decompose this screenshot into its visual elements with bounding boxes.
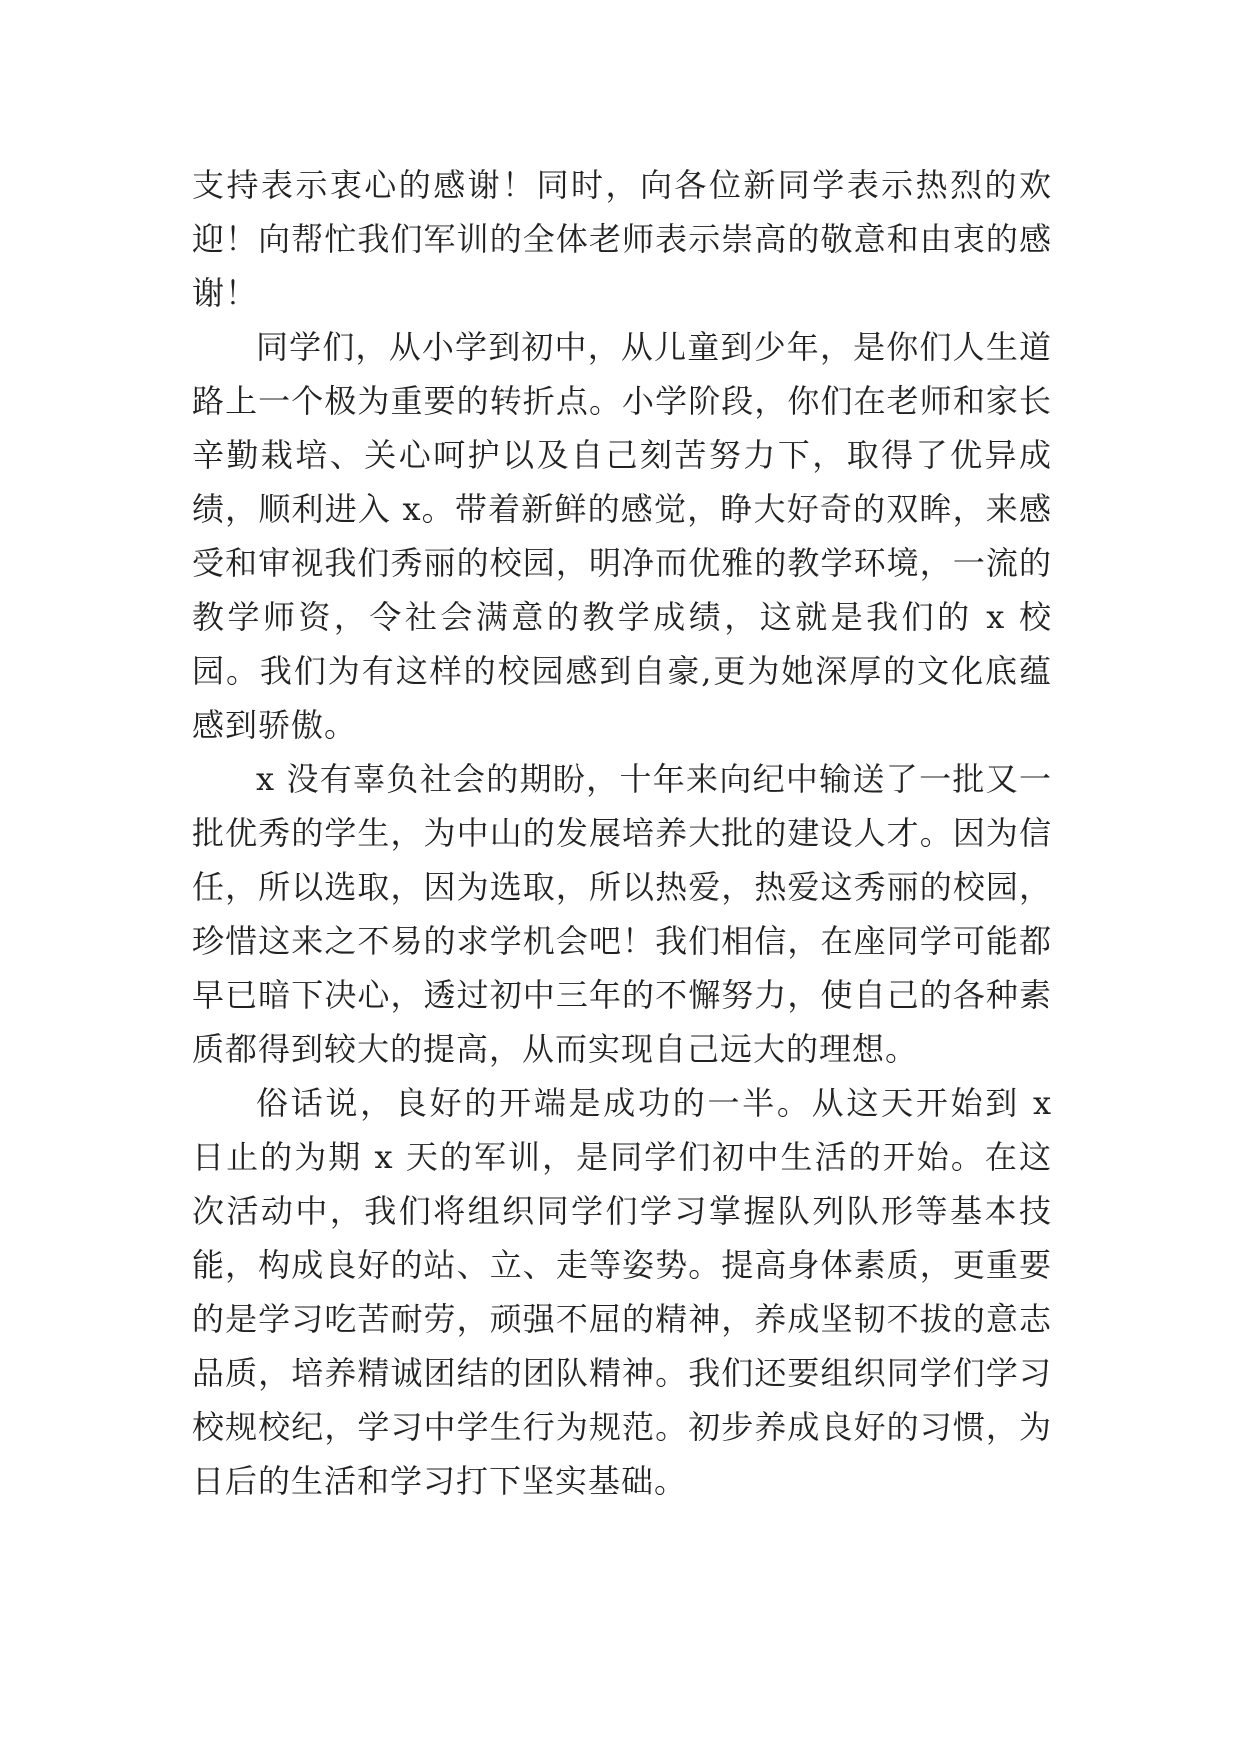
paragraph-3: x 没有辜负社会的期盼，十年来向纪中输送了一批又一批优秀的学生，为中山的发展培养大批的建设人才。因为信任，所以选取，因为选取，所以热爱，热爱这秀丽的校园，珍惜这来之不易的求学机会吧！我们相信，在座同学可能都早已暗下决心，透过初中三年的不懈努力，使自己的各种素质都得到较大的提高，从而实现自己远大的理想。 (192, 760, 1052, 1068)
paragraph-2: 同学们，从小学到初中，从儿童到少年，是你们人生道路上一个极为重要的转折点。小学阶段，你们在老师和家长辛勤栽培、关心呵护以及自己刻苦努力下，取得了优异成绩，顺利进入 x。带着新鲜的感觉，睁大好奇的双眸，来感受和审视我们秀丽的校园，明净而优雅的教学环境，一流的教学师资，令社会满意的教学成绩，这就是我们的 x 校园。我们为有这样的校园感到自豪,更为她深厚的文化底蕴感到骄傲。 (192, 328, 1052, 744)
paragraph-4: 俗话说，良好的开端是成功的一半。从这天开始到 x 日止的为期 x 天的军训，是同学们初中生活的开始。在这次活动中，我们将组织同学们学习掌握队列队形等基本技能，构成良好的站、立、走等姿势。提高身体素质，更重要的是学习吃苦耐劳，顽强不屈的精神，养成坚韧不拔的意志品质，培养精诚团结的团队精神。我们还要组织同学们学习校规校纪，学习中学生行为规范。初步养成良好的习惯，为日后的生活和学习打下坚实基础。 (192, 1084, 1052, 1500)
paragraph-1: 支持表示衷心的感谢！同时，向各位新同学表示热烈的欢迎！向帮忙我们军训的全体老师表示崇高的敬意和由衷的感谢！ (192, 166, 1052, 312)
document-body (192, 158, 1052, 1508)
